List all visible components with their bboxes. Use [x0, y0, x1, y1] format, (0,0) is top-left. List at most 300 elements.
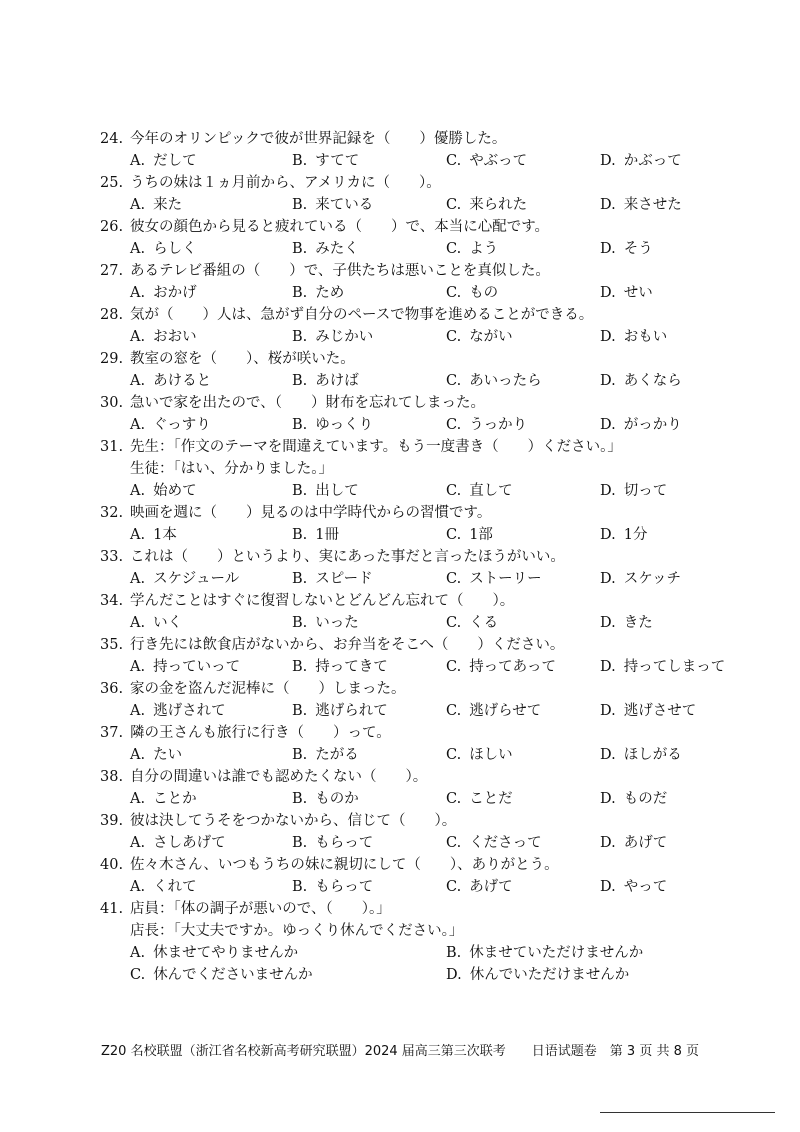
- option-text: もの: [469, 285, 499, 301]
- option-label: C.: [446, 329, 462, 345]
- option-text: さしあげて: [153, 835, 226, 851]
- answer-option[interactable]: [446, 788, 513, 810]
- option-label: D.: [600, 835, 616, 851]
- option-label: C.: [446, 791, 462, 807]
- option-text: くる: [469, 615, 499, 631]
- option-text: よう: [469, 241, 499, 257]
- option-text: すてて: [315, 153, 360, 169]
- option-text: スケッチ: [623, 571, 681, 587]
- option-label: C.: [446, 527, 462, 543]
- question-stem-continued: [100, 920, 780, 942]
- options-row: [100, 370, 780, 392]
- option-label: A.: [130, 417, 146, 433]
- options-row: [100, 568, 780, 590]
- option-label: A.: [130, 945, 146, 961]
- answer-option[interactable]: [130, 942, 298, 964]
- option-text: あけば: [315, 373, 359, 389]
- question-stem: [100, 304, 780, 326]
- option-text: 休んでいただけませんか: [469, 967, 630, 983]
- option-label: D.: [600, 659, 616, 675]
- option-text: 来させた: [623, 197, 682, 213]
- option-label: B.: [292, 483, 308, 499]
- option-text: かぶって: [623, 153, 682, 169]
- answer-option[interactable]: [292, 282, 344, 304]
- option-label: C.: [446, 659, 462, 675]
- option-text: 始めて: [153, 483, 197, 499]
- answer-option[interactable]: [292, 612, 359, 634]
- option-label: D.: [600, 329, 616, 345]
- option-text: 持ってきて: [315, 659, 388, 675]
- answer-option[interactable]: [130, 194, 182, 216]
- option-label: C.: [446, 571, 462, 587]
- option-label: B.: [446, 945, 462, 961]
- option-text: いく: [153, 615, 183, 631]
- options-row: [100, 326, 780, 348]
- option-text: あいったら: [469, 373, 542, 389]
- answer-option[interactable]: [292, 744, 359, 766]
- option-label: B.: [292, 879, 308, 895]
- answer-option[interactable]: [130, 150, 197, 172]
- question-item: [100, 590, 780, 634]
- question-item: [100, 766, 780, 810]
- answer-option[interactable]: [292, 150, 359, 172]
- question-number: 29.: [100, 351, 124, 367]
- option-label: B.: [292, 241, 308, 257]
- answer-option[interactable]: [446, 832, 542, 854]
- question-number: 26.: [100, 219, 124, 235]
- answer-option[interactable]: [600, 480, 667, 502]
- option-label: C.: [446, 703, 462, 719]
- question-text: 教室の窓を（ ）、桜が咲いた。: [130, 351, 355, 367]
- answer-option[interactable]: [600, 524, 647, 546]
- option-text: 持ってしまって: [623, 659, 726, 675]
- option-label: B.: [292, 285, 308, 301]
- option-text: ことだ: [469, 791, 513, 807]
- options-row: [100, 612, 780, 634]
- question-number: 25.: [100, 175, 124, 191]
- option-label: B.: [292, 659, 308, 675]
- option-label: D.: [600, 241, 616, 257]
- answer-option[interactable]: [600, 414, 682, 436]
- page-footer: Z20 名校联盟（浙江省名校新高考研究联盟）2024 届高三第三次联考 日语试题卷 第 3 页 共 8 页: [100, 1044, 699, 1059]
- option-text: 来た: [153, 197, 183, 213]
- option-label: A.: [130, 659, 146, 675]
- option-label: B.: [292, 527, 308, 543]
- question-text: 気が（ ）人は、急がず自分のペースで物事を進めることができる。: [130, 307, 594, 323]
- option-label: D.: [600, 417, 616, 433]
- option-label: B.: [292, 197, 308, 213]
- options-row: [100, 414, 780, 436]
- answer-option[interactable]: [600, 832, 667, 854]
- option-label: C.: [446, 879, 462, 895]
- options-row: [100, 150, 780, 172]
- option-label: D.: [600, 791, 616, 807]
- options-row: [100, 700, 780, 722]
- option-text: ほしがる: [623, 747, 682, 763]
- option-label: B.: [292, 747, 308, 763]
- answer-option[interactable]: [292, 568, 373, 590]
- option-text: おもい: [623, 329, 668, 345]
- option-text: 持ってあって: [469, 659, 557, 675]
- answer-option[interactable]: [130, 568, 239, 590]
- question-text: 彼は決してうそをつかないから、信じて（ ）。: [130, 813, 457, 829]
- option-text: やぶって: [469, 153, 528, 169]
- option-text: もらって: [315, 835, 374, 851]
- answer-option[interactable]: [292, 238, 359, 260]
- option-text: らしく: [153, 241, 197, 257]
- answer-option[interactable]: [292, 370, 359, 392]
- option-label: D.: [600, 571, 616, 587]
- question-number: 33.: [100, 549, 124, 565]
- question-text: 生徒：「はい、分かりました。」: [130, 461, 333, 477]
- question-text: 映画を週に（ ）見るのは中学時代からの習慣です。: [130, 505, 492, 521]
- question-number: 27.: [100, 263, 124, 279]
- option-label: A.: [130, 747, 146, 763]
- option-label: D.: [600, 747, 616, 763]
- answer-option[interactable]: [130, 480, 197, 502]
- page-edge-line: [600, 1112, 775, 1113]
- option-label: A.: [130, 703, 146, 719]
- option-text: ため: [315, 285, 345, 301]
- answer-option[interactable]: [600, 612, 653, 634]
- options-row: [100, 524, 780, 546]
- answer-option[interactable]: [292, 832, 373, 854]
- answer-option[interactable]: [446, 414, 527, 436]
- option-label: A.: [130, 835, 146, 851]
- option-label: A.: [130, 285, 146, 301]
- answer-option[interactable]: [130, 876, 197, 898]
- option-label: D.: [600, 153, 616, 169]
- answer-option[interactable]: [446, 150, 527, 172]
- option-text: 1分: [623, 527, 648, 543]
- question-stem: [100, 260, 780, 282]
- options-row: [100, 282, 780, 304]
- options-row: [100, 656, 780, 678]
- answer-option[interactable]: [130, 524, 177, 546]
- question-number: 24.: [100, 131, 124, 147]
- question-text: 自分の間違いは誰でも認めたくない（ ）。: [130, 769, 428, 785]
- option-label: D.: [600, 703, 616, 719]
- answer-option[interactable]: [292, 656, 388, 678]
- answer-option[interactable]: [600, 282, 653, 304]
- answer-option[interactable]: [446, 964, 629, 986]
- option-text: 切って: [623, 483, 668, 499]
- answer-option[interactable]: [600, 700, 696, 722]
- option-text: 1部: [469, 527, 493, 543]
- option-text: おおい: [153, 329, 197, 345]
- answer-option[interactable]: [600, 876, 667, 898]
- answer-option[interactable]: [292, 524, 339, 546]
- answer-option[interactable]: [446, 326, 513, 348]
- question-text: 隣の王さんも旅行に行き（ ）って。: [130, 725, 391, 741]
- option-text: 来られた: [469, 197, 528, 213]
- question-item: [100, 172, 780, 216]
- option-text: スピード: [315, 571, 373, 587]
- question-item: [100, 810, 780, 854]
- option-text: 逃げされて: [153, 703, 226, 719]
- option-text: ストーリー: [469, 571, 542, 587]
- option-label: B.: [292, 703, 308, 719]
- options-row: [100, 876, 780, 898]
- answer-option[interactable]: [130, 964, 313, 986]
- question-number: 36.: [100, 681, 124, 697]
- answer-option[interactable]: [292, 788, 359, 810]
- question-text: 今年のオリンピックで彼が世界記録を（ ）優勝した。: [130, 131, 507, 147]
- option-label: D.: [600, 527, 616, 543]
- option-text: あげて: [469, 879, 513, 895]
- option-text: あくなら: [623, 373, 682, 389]
- option-text: がっかり: [623, 417, 682, 433]
- answer-option[interactable]: [292, 194, 373, 216]
- option-text: 休ませてやりませんか: [153, 945, 299, 961]
- answer-option[interactable]: [130, 370, 211, 392]
- options-row: [100, 744, 780, 766]
- option-text: くれて: [153, 879, 197, 895]
- question-item: [100, 128, 780, 172]
- option-text: 休んでくださいませんか: [153, 967, 313, 983]
- answer-option[interactable]: [130, 788, 197, 810]
- question-stem: [100, 392, 780, 414]
- answer-option[interactable]: [446, 876, 513, 898]
- question-stem: [100, 766, 780, 788]
- option-label: B.: [292, 835, 308, 851]
- options-row: [100, 832, 780, 854]
- option-label: D.: [600, 483, 616, 499]
- question-number: 39.: [100, 813, 124, 829]
- question-item: [100, 546, 780, 590]
- answer-option[interactable]: [446, 568, 542, 590]
- question-stem: [100, 546, 780, 568]
- option-text: せい: [623, 285, 653, 301]
- answer-option[interactable]: [600, 238, 653, 260]
- question-stem: [100, 854, 780, 876]
- answer-option[interactable]: [292, 480, 359, 502]
- option-label: D.: [446, 967, 462, 983]
- question-item: [100, 436, 780, 502]
- option-text: 持っていって: [153, 659, 241, 675]
- question-number: 37.: [100, 725, 124, 741]
- option-text: ものか: [315, 791, 359, 807]
- option-label: C.: [446, 285, 462, 301]
- option-text: 休ませていただけませんか: [469, 945, 644, 961]
- question-item: [100, 854, 780, 898]
- question-text: 家の金を盗んだ泥棒に（ ）しまった。: [130, 681, 406, 697]
- answer-option[interactable]: [130, 282, 197, 304]
- option-label: C.: [446, 483, 462, 499]
- answer-option[interactable]: [446, 370, 542, 392]
- answer-option[interactable]: [130, 832, 226, 854]
- option-text: 直して: [469, 483, 513, 499]
- option-label: C.: [446, 615, 462, 631]
- options-row: [100, 194, 780, 216]
- option-label: B.: [292, 615, 308, 631]
- answer-option[interactable]: [130, 700, 226, 722]
- option-label: B.: [292, 373, 308, 389]
- answer-option[interactable]: [130, 656, 240, 678]
- option-label: A.: [130, 329, 146, 345]
- option-text: 逃げられて: [315, 703, 388, 719]
- option-text: ほしい: [469, 747, 513, 763]
- answer-option[interactable]: [600, 150, 682, 172]
- option-text: いった: [315, 615, 359, 631]
- option-label: C.: [446, 747, 462, 763]
- option-label: A.: [130, 527, 146, 543]
- answer-option[interactable]: [600, 326, 667, 348]
- option-text: みたく: [315, 241, 359, 257]
- answer-option[interactable]: [446, 700, 541, 722]
- option-label: B.: [292, 791, 308, 807]
- answer-option[interactable]: [446, 942, 643, 964]
- question-text: 彼女の顔色から見ると疲れている（ ）で、本当に心配です。: [130, 219, 550, 235]
- answer-option[interactable]: [600, 194, 682, 216]
- option-text: ぐっすり: [153, 417, 211, 433]
- option-label: A.: [130, 373, 146, 389]
- options-row: [100, 788, 780, 810]
- option-text: 逃げさせて: [623, 703, 697, 719]
- question-number: 28.: [100, 307, 124, 323]
- answer-option[interactable]: [130, 326, 197, 348]
- option-text: みじかい: [315, 329, 374, 345]
- options-row: [100, 942, 780, 964]
- question-text: 行き先には飲食店がないから、お弁当をそこへ（ ）ください。: [130, 637, 565, 653]
- options-row: [100, 480, 780, 502]
- option-label: C.: [446, 835, 462, 851]
- question-text: 店員：「体の調子が悪いので、（ ）。」: [130, 901, 391, 917]
- answer-option[interactable]: [130, 744, 182, 766]
- answer-option[interactable]: [292, 414, 373, 436]
- option-label: B.: [292, 153, 308, 169]
- option-label: C.: [130, 967, 146, 983]
- answer-option[interactable]: [446, 480, 513, 502]
- question-stem: [100, 722, 780, 744]
- option-text: 1本: [153, 527, 177, 543]
- answer-option[interactable]: [600, 370, 682, 392]
- option-label: D.: [600, 373, 616, 389]
- question-number: 41.: [100, 901, 124, 917]
- option-text: たい: [153, 747, 183, 763]
- option-label: C.: [446, 197, 462, 213]
- option-text: たがる: [315, 747, 359, 763]
- option-label: C.: [446, 241, 462, 257]
- option-label: D.: [600, 879, 616, 895]
- question-number: 30.: [100, 395, 124, 411]
- option-text: もらって: [315, 879, 374, 895]
- option-text: くださって: [469, 835, 542, 851]
- answer-option[interactable]: [292, 326, 373, 348]
- option-label: B.: [292, 417, 308, 433]
- option-text: ゆっくり: [315, 417, 374, 433]
- question-number: 38.: [100, 769, 124, 785]
- option-label: C.: [446, 373, 462, 389]
- option-text: ことか: [153, 791, 197, 807]
- answer-option[interactable]: [446, 282, 498, 304]
- option-text: きた: [623, 615, 653, 631]
- question-text: うちの妹は１ヵ月前から、アメリカに（ ）。: [130, 175, 441, 191]
- question-text: 佐々木さん、いつもうちの妹に親切にして（ ）、ありがとう。: [130, 857, 559, 873]
- question-number: 32.: [100, 505, 124, 521]
- answer-option[interactable]: [130, 414, 211, 436]
- answer-option[interactable]: [600, 744, 682, 766]
- option-text: 1冊: [315, 527, 339, 543]
- question-number: 31.: [100, 439, 124, 455]
- answer-option[interactable]: [600, 788, 667, 810]
- question-item: [100, 502, 780, 546]
- answer-option[interactable]: [130, 238, 197, 260]
- option-label: D.: [600, 285, 616, 301]
- question-item: [100, 634, 780, 678]
- options-row: [100, 964, 780, 986]
- question-item: [100, 898, 780, 986]
- option-text: だして: [153, 153, 197, 169]
- option-label: A.: [130, 241, 146, 257]
- answer-option[interactable]: [446, 612, 498, 634]
- answer-option[interactable]: [130, 612, 182, 634]
- option-label: A.: [130, 791, 146, 807]
- question-number: 34.: [100, 593, 124, 609]
- answer-option[interactable]: [446, 524, 493, 546]
- answer-option[interactable]: [446, 194, 527, 216]
- answer-option[interactable]: [446, 656, 556, 678]
- question-stem: [100, 172, 780, 194]
- option-text: やって: [623, 879, 668, 895]
- option-text: あげて: [623, 835, 668, 851]
- answer-option[interactable]: [600, 568, 681, 590]
- option-label: B.: [292, 571, 308, 587]
- option-label: B.: [292, 329, 308, 345]
- question-item: [100, 348, 780, 392]
- question-text: 急いで家を出たので、（ ）財布を忘れてしまった。: [130, 395, 485, 411]
- question-stem: [100, 128, 780, 150]
- option-label: A.: [130, 879, 146, 895]
- answer-option[interactable]: [292, 876, 373, 898]
- question-text: 店長：「大丈夫ですか。ゆっくり休んでください。」: [130, 923, 464, 939]
- option-label: D.: [600, 197, 616, 213]
- question-number: 40.: [100, 857, 124, 873]
- option-text: スケジュール: [153, 571, 240, 587]
- question-stem: [100, 678, 780, 700]
- question-stem: [100, 348, 780, 370]
- answer-option[interactable]: [292, 700, 388, 722]
- option-text: おかげ: [153, 285, 197, 301]
- option-text: うっかり: [469, 417, 528, 433]
- answer-option[interactable]: [446, 238, 498, 260]
- question-item: [100, 722, 780, 766]
- option-label: C.: [446, 153, 462, 169]
- answer-option[interactable]: [446, 744, 513, 766]
- option-text: 来ている: [315, 197, 374, 213]
- option-text: あけると: [153, 373, 212, 389]
- question-stem: [100, 216, 780, 238]
- option-label: A.: [130, 483, 146, 499]
- option-text: そう: [623, 241, 653, 257]
- question-item: [100, 392, 780, 436]
- question-stem: [100, 436, 780, 458]
- option-text: 出して: [315, 483, 359, 499]
- question-stem: [100, 634, 780, 656]
- option-label: A.: [130, 571, 146, 587]
- option-label: A.: [130, 197, 146, 213]
- question-number: 35.: [100, 637, 124, 653]
- question-item: [100, 216, 780, 260]
- question-text: これは（ ）というより、実にあった事だと言ったほうがいい。: [130, 549, 565, 565]
- options-row: [100, 238, 780, 260]
- question-text: 学んだことはすぐに復習しないとどんどん忘れて（ ）。: [130, 593, 515, 609]
- option-label: A.: [130, 153, 146, 169]
- question-item: [100, 678, 780, 722]
- option-text: ものだ: [623, 791, 668, 807]
- answer-option[interactable]: [600, 656, 725, 678]
- question-stem-continued: [100, 458, 780, 480]
